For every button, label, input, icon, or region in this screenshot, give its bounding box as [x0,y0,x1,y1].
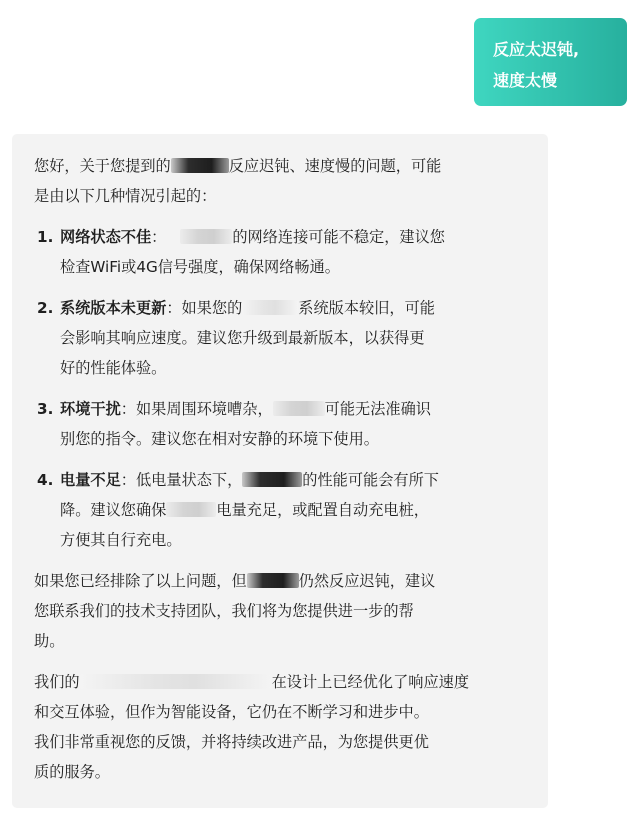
list-item-text: 电量充足，或配置自动充电桩， [216,501,429,519]
list-item-title: 电量不足 [60,471,121,489]
user-message-bubble [474,18,627,106]
reply-followup-text: 如果您已经排除了以上问题，但 [34,572,247,590]
reply-closing [34,667,522,787]
list-item-text: 的网络连接可能不稳定，建议您 [232,228,445,246]
list-item-text: 如果周围环境嘈杂， [135,400,273,418]
redacted-product-name [166,502,216,517]
list-item-text: 别您的指令。建议您在相对安静的环境下使用。 [60,430,379,448]
reply-closing-text: 我们的 [34,673,80,691]
list-item-title: 网络状态不佳 [60,228,152,246]
reply-closing-text: 在设计上已经优化了响应速度 [271,673,469,691]
list-item-number: 3. [37,400,54,418]
reply-list-item-1 [34,222,522,282]
list-item-text: 的性能可能会有所下 [302,471,439,489]
reply-intro-text-b: 反应迟钝、速度慢的问题，可能 [228,157,442,175]
reply-closing-text: 我们非常重视您的反馈，并将持续改进产品，为您提供更优 [34,733,429,751]
list-item-text: 系统版本较旧，可能 [298,299,435,317]
redacted-product-name [171,158,229,173]
list-item-text: 降。建议您确保 [60,501,167,519]
list-item-number: 1. [37,228,54,246]
list-item-text: 低电量状态下， [135,471,243,489]
list-item-text: 好的性能体验。 [60,359,167,377]
list-item-number: 4. [37,471,54,489]
list-item-number: 2. [37,299,54,317]
reply-followup-text: 助。 [34,632,65,650]
list-item-title: 系统版本未更新 [60,299,167,317]
reply-intro-text-c: 是由以下几种情况引起的： [34,187,217,205]
reply-closing-text: 和交互体验，但作为智能设备，它仍在不断学习和进步中。 [34,703,429,721]
list-item-title: 环境干扰 [60,400,121,418]
list-item-separator: ： [120,400,136,418]
redacted-product-name [80,674,272,689]
redacted-product-name [242,300,298,315]
reply-list-item-2 [34,293,522,383]
list-item-text: 检查WiFi或4G信号强度，确保网络畅通。 [60,258,340,276]
redacted-product-name [180,229,232,244]
list-item-text: 方便其自行充电。 [60,531,182,549]
reply-intro-text-a: 您好，关于您提到的 [34,157,171,175]
list-item-separator: ： [120,471,136,489]
reply-list-item-3 [34,394,522,454]
user-message-line-2: 速度太慢 [493,71,558,90]
redacted-product-name [273,401,325,416]
redacted-product-name [242,472,302,487]
list-item-separator: ： [166,299,182,317]
list-item-text: 如果您的 [181,299,243,317]
reply-intro [34,151,522,211]
list-item-text: 会影响其响应速度。建议您升级到最新版本，以获得更 [60,329,425,347]
reply-followup-text: 您联系我们的技术支持团队，我们将为您提供进一步的帮 [34,602,414,620]
reply-list-item-4 [34,465,522,555]
reply-closing-text: 质的服务。 [34,763,110,781]
assistant-reply-bubble [12,134,548,808]
reply-followup [34,566,522,656]
list-item-separator: ： [151,228,167,246]
redacted-product-name [247,573,299,588]
user-message-line-1: 反应太迟钝, [493,40,580,59]
reply-followup-text: 仍然反应迟钝，建议 [298,572,436,590]
list-item-text: 可能无法准确识 [324,400,431,418]
